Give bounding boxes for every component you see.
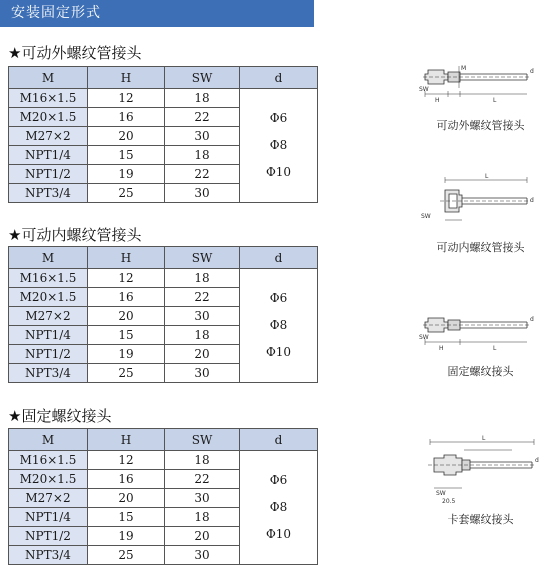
dim-label-sw: SW [436,490,446,497]
d-value: Φ6 [269,473,288,487]
cell-h: 19 [88,527,165,546]
spec-table-movable-female [8,246,318,383]
col-header-sw: SW [165,429,240,451]
cell-sw: 18 [165,326,240,345]
movable-female-fitting-drawing [415,172,540,230]
ferrule-fitting-drawing [422,432,542,504]
cell-h: 16 [88,288,165,307]
cell-m: M27×2 [9,307,88,326]
section-banner: 安装固定形式 [0,0,314,27]
cell-m: M16×1.5 [9,451,88,470]
cell-m: M27×2 [9,489,88,508]
cell-h: 25 [88,364,165,383]
cell-d [240,451,318,565]
d-value: Φ8 [269,138,288,152]
cell-h: 16 [88,108,165,127]
cell-h: 19 [88,165,165,184]
cell-m: NPT3/4 [9,546,88,565]
cell-sw: 30 [165,489,240,508]
cell-m: M20×1.5 [9,108,88,127]
col-header-d: d [240,247,318,269]
dim-label-h: H [439,345,444,352]
cell-sw: 18 [165,89,240,108]
cell-m: M27×2 [9,127,88,146]
cell-d [240,89,318,203]
spec-table-fixed [8,428,318,565]
d-value: Φ8 [269,500,288,514]
figure-caption: 可动外螺纹管接头 [436,119,525,132]
col-header-d: d [240,67,318,89]
cell-sw: 30 [165,127,240,146]
dim-label-d: d [530,197,534,204]
dim-label-d: d [535,457,539,464]
cell-m: NPT1/2 [9,527,88,546]
col-header-h: H [88,247,165,269]
cell-sw: 30 [165,546,240,565]
col-header-d: d [240,429,318,451]
cell-h: 12 [88,451,165,470]
dim-label-l: L [485,173,489,180]
col-header-h: H [88,67,165,89]
table-header-row [9,429,318,451]
cell-m: NPT1/4 [9,146,88,165]
dim-label-d: d [530,316,534,323]
d-value: Φ10 [265,165,292,179]
section-title-fixed: ★固定螺纹接头 [8,407,112,425]
figure-caption: 卡套螺纹接头 [447,513,514,526]
spec-table-movable-male [8,66,318,203]
table-row [9,269,318,288]
section-title-movable-female: ★可动内螺纹管接头 [8,226,142,244]
fixed-fitting-drawing [415,306,540,358]
dim-label-l: L [493,97,497,104]
cell-h: 19 [88,345,165,364]
cell-m: NPT1/2 [9,165,88,184]
table-header-row [9,247,318,269]
cell-h: 20 [88,127,165,146]
dim-label-m: M [461,65,467,72]
cell-sw: 22 [165,108,240,127]
figure-caption: 固定螺纹接头 [447,365,514,378]
cell-sw: 22 [165,165,240,184]
cell-sw: 22 [165,470,240,489]
cell-sw: 22 [165,288,240,307]
d-value: Φ10 [265,527,292,541]
cell-sw: 18 [165,269,240,288]
cell-d [240,269,318,383]
cell-sw: 30 [165,184,240,203]
cell-sw: 20 [165,345,240,364]
cell-h: 12 [88,269,165,288]
col-header-m: M [9,67,88,89]
cell-sw: 18 [165,146,240,165]
cell-h: 25 [88,546,165,565]
cell-sw: 30 [165,364,240,383]
d-value: Φ6 [269,111,288,125]
figure-caption: 可动内螺纹管接头 [436,241,525,254]
cell-m: M20×1.5 [9,470,88,489]
d-value: Φ10 [265,345,292,359]
cell-m: M16×1.5 [9,89,88,108]
cell-h: 25 [88,184,165,203]
table-row [9,89,318,108]
cell-m: NPT1/4 [9,326,88,345]
cell-m: M20×1.5 [9,288,88,307]
d-value: Φ6 [269,291,288,305]
cell-h: 20 [88,489,165,508]
col-header-h: H [88,429,165,451]
dim-label-d: d [530,68,534,75]
dim-label-sw: SW [419,334,429,341]
cell-h: 20 [88,307,165,326]
col-header-m: M [9,429,88,451]
d-value: Φ8 [269,318,288,332]
dim-label-l: L [493,345,497,352]
cell-m: NPT3/4 [9,184,88,203]
cell-h: 15 [88,146,165,165]
cell-h: 16 [88,470,165,489]
cell-sw: 20 [165,527,240,546]
cell-sw: 30 [165,307,240,326]
cell-h: 15 [88,508,165,527]
table-header-row [9,67,318,89]
cell-sw: 18 [165,508,240,527]
cell-sw: 18 [165,451,240,470]
cell-m: NPT3/4 [9,364,88,383]
table-row [9,451,318,470]
col-header-sw: SW [165,247,240,269]
dim-label-gap: 20.5 [442,498,456,504]
section-title-movable-male: ★可动外螺纹管接头 [8,44,142,62]
cell-h: 12 [88,89,165,108]
movable-male-fitting-drawing [415,58,540,110]
dim-label-l: L [482,435,486,442]
col-header-sw: SW [165,67,240,89]
dim-label-sw: SW [419,86,429,93]
dim-label-sw: SW [421,213,431,220]
cell-m: NPT1/4 [9,508,88,527]
col-header-m: M [9,247,88,269]
dim-label-h: H [435,97,440,104]
cell-h: 15 [88,326,165,345]
cell-m: NPT1/2 [9,345,88,364]
cell-m: M16×1.5 [9,269,88,288]
